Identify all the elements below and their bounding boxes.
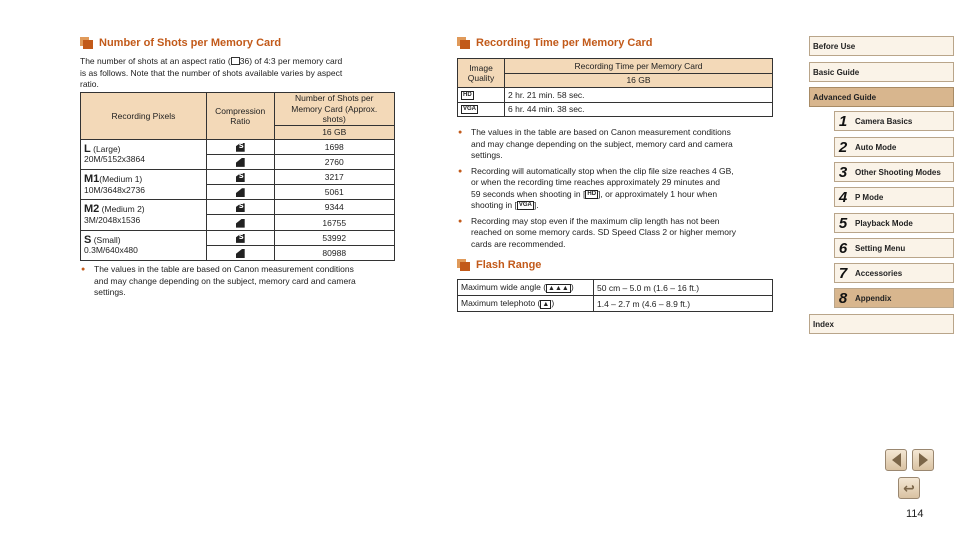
size-cell-medium2: M2 (Medium 2) 3M/2048x1536: [81, 200, 207, 230]
return-icon: ↩: [903, 480, 915, 496]
chapter-auto-mode[interactable]: 2 Auto Mode: [834, 137, 954, 157]
table-row: 16755: [81, 215, 395, 230]
table-row: L (Large) 20M/5152x3864 S 1698: [81, 139, 395, 154]
header-compression: Compression Ratio: [206, 93, 274, 140]
tab-index[interactable]: Index: [809, 314, 954, 334]
movie-vga-icon: VGA: [463, 106, 477, 113]
size-medium1-icon: M1: [84, 173, 100, 186]
shots-intro: The number of shots at an aspect ratio ( 36) of 4:3 per memory card is as follows. Note that the number of shots available varies by aspect ratio.: [80, 56, 343, 89]
size-large-icon: L: [84, 142, 91, 155]
normal-compression-icon: [236, 188, 245, 197]
section-square-icon: [457, 259, 470, 271]
table-row: Maximum wide angle ( ▲▲▲ ) 50 cm – 5.0 m (1.6 – 16 ft.): [458, 280, 773, 296]
header-image-quality: Image Quality: [458, 59, 505, 88]
header-rec-time: Recording Time per Memory Card: [505, 59, 773, 74]
tab-before-use[interactable]: Before Use: [809, 36, 954, 56]
fine-compression-icon: [236, 203, 245, 212]
chapter-playback-mode[interactable]: 5 Playback Mode: [834, 213, 954, 233]
wide-angle-icon: ▲▲▲: [548, 284, 569, 292]
table-row: S (Small) 0.3M/640x480 S 53992: [81, 230, 395, 245]
chapter-p-mode[interactable]: 4 P Mode: [834, 187, 954, 207]
list-item: ● Recording may stop even if the maximum clip length has not been reached on some memory cards. SD Speed Class 2 or higher memory cards are recommended.: [457, 216, 777, 251]
table-row: HD 2 hr. 21 min. 58 sec.: [458, 88, 773, 103]
shots-table: [80, 92, 395, 261]
page-ref-link[interactable]: 36: [239, 56, 250, 66]
fine-compression-icon: [236, 173, 245, 182]
next-page-button[interactable]: [912, 449, 934, 471]
flash-table: [457, 279, 773, 312]
list-item: ● The values in the table are based on Canon measurement conditions and may change depending on the subject, memory card and camera settings.: [80, 264, 400, 299]
chapter-setting-menu[interactable]: 6 Setting Menu: [834, 238, 954, 258]
prev-page-button[interactable]: [885, 449, 907, 471]
size-cell-medium1: M1(Medium 1) 10M/3648x2736: [81, 169, 207, 199]
table-row: 2760: [81, 154, 395, 169]
chapter-other-shooting-modes[interactable]: 3 Other Shooting Modes: [834, 162, 954, 182]
header-shots: Number of Shots per Memory Card (Approx. shots): [274, 93, 395, 126]
section-square-icon: [80, 37, 93, 49]
fine-compression-icon: [236, 143, 245, 152]
movie-hd-icon: HD: [463, 91, 472, 98]
table-row: 80988: [81, 245, 395, 260]
section-square-icon: [457, 37, 470, 49]
normal-compression-icon: [236, 219, 245, 228]
table-row: Maximum telephoto ( ▲ ) 1.4 – 2.7 m (4.6 – 8.9 ft.): [458, 296, 773, 312]
page-number: 114: [906, 508, 924, 520]
flash-section: [457, 258, 777, 272]
shots-notes: [80, 264, 400, 303]
normal-compression-icon: [236, 249, 245, 258]
chapter-appendix[interactable]: 8 Appendix: [834, 288, 954, 308]
tab-basic-guide[interactable]: Basic Guide: [809, 62, 954, 82]
list-item: ● Recording will automatically stop when the clip file size reaches 4 GB, or when the recording time reaches approximately 29 minutes and 59 seconds when shooting in [ HD ], or approximately 1 hour when shooting in [ VGA ].: [457, 166, 777, 212]
shots-section: [80, 36, 400, 91]
normal-compression-icon: [236, 158, 245, 167]
header-16gb: 16 GB: [505, 73, 773, 88]
rec-notes: [457, 127, 777, 254]
fine-compression-icon: [236, 234, 245, 243]
telephoto-icon: ▲: [542, 300, 550, 308]
header-recording-pixels: Recording Pixels: [81, 93, 207, 140]
movie-hd-icon: HD: [587, 190, 597, 197]
size-medium2-icon: M2: [84, 203, 100, 216]
rec-title: Recording Time per Memory Card: [457, 36, 777, 50]
chapter-accessories[interactable]: 7 Accessories: [834, 263, 954, 283]
size-cell-large: L (Large) 20M/5152x3864: [81, 139, 207, 169]
table-row: VGA 6 hr. 44 min. 38 sec.: [458, 102, 773, 117]
list-item: ● The values in the table are based on Canon measurement conditions and may change depending on the subject, memory card and camera settings.: [457, 127, 777, 162]
return-button[interactable]: [898, 477, 920, 499]
arrow-left-icon: [892, 453, 901, 467]
flash-title: Flash Range: [457, 258, 777, 272]
tab-advanced-guide[interactable]: Advanced Guide: [809, 87, 954, 107]
chapter-camera-basics[interactable]: 1 Camera Basics: [834, 111, 954, 131]
header-16gb: 16 GB: [274, 125, 395, 139]
book-ref-icon[interactable]: [231, 57, 240, 65]
size-cell-small: S (Small) 0.3M/640x480: [81, 230, 207, 260]
size-small-icon: S: [84, 233, 92, 246]
table-row: 5061: [81, 185, 395, 200]
shots-title: Number of Shots per Memory Card: [80, 36, 400, 50]
movie-vga-icon: VGA: [518, 202, 532, 209]
arrow-right-icon: [919, 453, 928, 467]
table-row: M1(Medium 1) 10M/3648x2736 S 3217: [81, 169, 395, 184]
rec-table: [457, 58, 773, 117]
table-row: M2 (Medium 2) 3M/2048x1536 S 9344: [81, 200, 395, 215]
rec-section: [457, 36, 777, 50]
